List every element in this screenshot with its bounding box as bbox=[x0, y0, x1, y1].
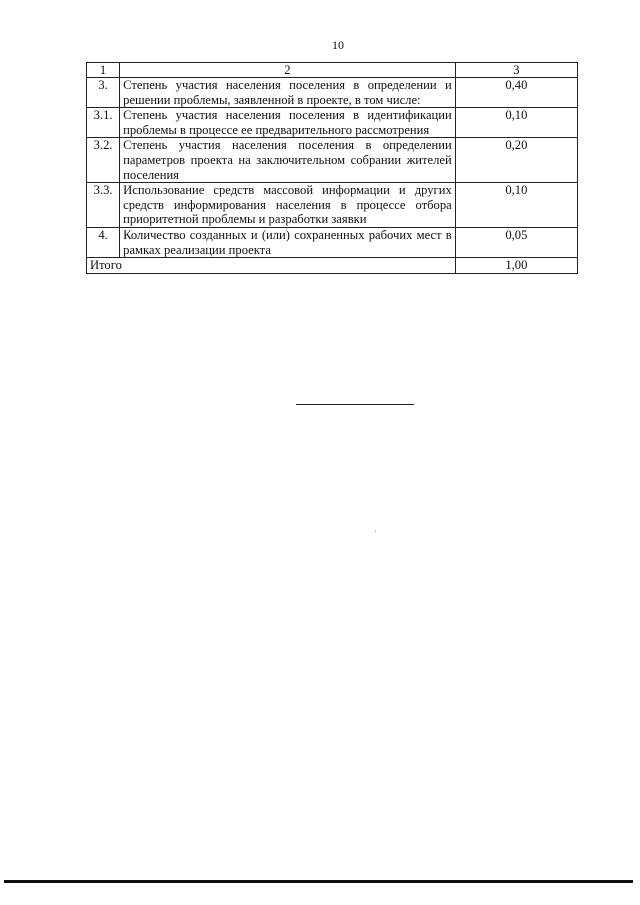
table-row bbox=[87, 227, 578, 257]
row-description: Степень участия населения поселения в идентификации проблемы в процессе ее предварительного рассмотрения bbox=[120, 108, 456, 138]
row-number: 3. bbox=[87, 78, 120, 108]
table-row bbox=[87, 138, 578, 183]
row-number: 3.3. bbox=[87, 183, 120, 228]
separator-line bbox=[296, 404, 414, 405]
table-row bbox=[87, 108, 578, 138]
row-description: Использование средств массовой информации и других средств информирования населения в процессе отбора приоритетной проблемы и разработки заявки bbox=[120, 183, 456, 228]
row-number: 3.2. bbox=[87, 138, 120, 183]
table-row bbox=[87, 78, 578, 108]
column-header-1: 1 bbox=[87, 63, 120, 78]
scan-speck bbox=[375, 531, 376, 532]
row-description: Степень участия населения поселения в определении и решении проблемы, заявленной в проекте, в том числе: bbox=[120, 78, 456, 108]
row-number: 3.1. bbox=[87, 108, 120, 138]
row-value: 0,10 bbox=[455, 108, 577, 138]
total-value: 1,00 bbox=[455, 258, 577, 274]
page-number: 10 bbox=[332, 38, 344, 52]
row-value: 0,20 bbox=[455, 138, 577, 183]
row-description: Количество созданных и (или) сохраненных рабочих мест в рамках реализации проекта bbox=[120, 227, 456, 257]
row-number: 4. bbox=[87, 227, 120, 257]
row-description: Степень участия населения поселения в определении параметров проекта на заключительном собрании жителей поселения bbox=[120, 138, 456, 183]
bottom-border-line bbox=[4, 880, 633, 883]
row-value: 0,40 bbox=[455, 78, 577, 108]
total-row bbox=[87, 258, 578, 274]
total-label: Итого bbox=[87, 258, 456, 274]
table-row bbox=[87, 183, 578, 228]
row-value: 0,05 bbox=[455, 227, 577, 257]
row-value: 0,10 bbox=[455, 183, 577, 228]
table-header-row bbox=[87, 63, 578, 78]
criteria-table bbox=[86, 62, 578, 274]
column-header-2: 2 bbox=[120, 63, 456, 78]
column-header-3: 3 bbox=[455, 63, 577, 78]
